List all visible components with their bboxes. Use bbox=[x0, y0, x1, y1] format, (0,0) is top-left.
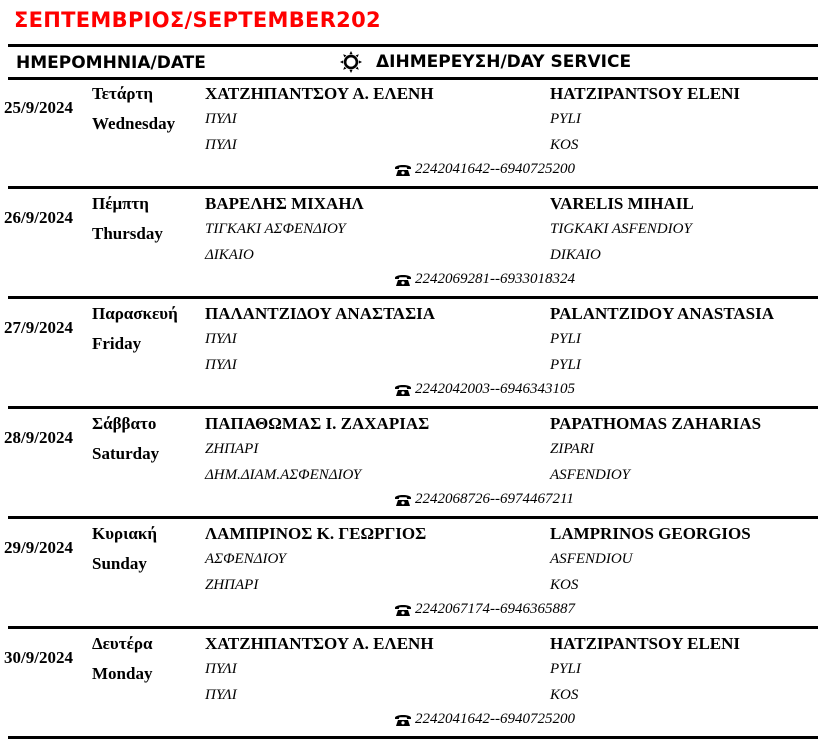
telephone-icon bbox=[394, 603, 412, 617]
phone-line bbox=[394, 381, 575, 398]
pharmacist-name-english: HATZIPANTSOY ELENI bbox=[550, 84, 741, 103]
phone-numbers: 2242069281--6933018324 bbox=[415, 271, 575, 287]
location-line2-english: DIKAIO bbox=[550, 247, 601, 263]
entry-separator bbox=[8, 736, 818, 739]
pharmacist-name-english: LAMPRINOS GEORGIOS bbox=[550, 524, 751, 543]
location-line2-english: KOS bbox=[550, 687, 579, 703]
service-column-text: ΔΙΗΜΕΡΕΥΣΗ/DAY SERVICE bbox=[376, 52, 632, 72]
pharmacist-name-greek: ΛΑΜΠΡΙΝΟΣ Κ. ΓΕΩΡΓΙΟΣ bbox=[205, 524, 427, 543]
location-line1-greek: ΠΥΛΙ bbox=[205, 661, 237, 677]
location-line1-english: TIGKAKI ASFENDIOY bbox=[550, 221, 692, 237]
entry-separator bbox=[8, 626, 818, 629]
entry-separator bbox=[8, 516, 818, 519]
location-line2-english: KOS bbox=[550, 137, 579, 153]
pharmacist-name-greek: ΒΑΡΕΛΗΣ ΜΙΧΑΗΛ bbox=[205, 194, 364, 213]
location-line1-english: PYLI bbox=[550, 661, 581, 677]
phone-numbers: 2242068726--6974467211 bbox=[415, 491, 574, 507]
location-line2-greek: ΔΗΜ.ΔΙΑΜ.ΑΣΦΕΝΔΙΟΥ bbox=[205, 467, 362, 483]
phone-line bbox=[394, 711, 575, 728]
location-line1-english: PYLI bbox=[550, 111, 581, 127]
entry-day-english: Monday bbox=[92, 664, 153, 683]
entry-day-greek: Τετάρτη bbox=[92, 84, 153, 103]
telephone-icon bbox=[394, 713, 412, 727]
location-line1-greek: ΤΙΓΚΑΚΙ ΑΣΦΕΝΔΙΟΥ bbox=[205, 221, 346, 237]
phone-numbers: 2242041642--6940725200 bbox=[415, 161, 575, 177]
location-line1-english: ASFENDIOU bbox=[550, 551, 633, 567]
location-line2-greek: ΠΥΛΙ bbox=[205, 137, 237, 153]
service-column-label bbox=[340, 51, 631, 73]
entry-day-greek: Παρασκευή bbox=[92, 304, 178, 323]
header-bottom-rule bbox=[8, 77, 818, 80]
pharmacist-name-english: PAPATHOMAS ZAHARIAS bbox=[550, 414, 762, 433]
entry-day-english: Wednesday bbox=[92, 114, 176, 133]
pharmacist-name-english: PALANTZIDOY ANASTASIA bbox=[550, 304, 775, 323]
location-line2-english: ASFENDIOY bbox=[550, 467, 630, 483]
entry-separator bbox=[8, 186, 818, 189]
page-title: ΣΕΠΤΕΜΒΡΙΟΣ/SEPTEMBER202 bbox=[14, 8, 381, 32]
duty-entry bbox=[0, 521, 826, 631]
phone-line bbox=[394, 271, 575, 288]
entry-date: 26/9/2024 bbox=[4, 208, 73, 227]
location-line1-greek: ΠΥΛΙ bbox=[205, 331, 237, 347]
location-line1-greek: ΠΥΛΙ bbox=[205, 111, 237, 127]
phone-line bbox=[394, 161, 575, 178]
location-line2-greek: ΖΗΠΑΡΙ bbox=[205, 577, 259, 593]
entry-day-greek: Πέμπτη bbox=[92, 194, 149, 213]
pharmacist-name-greek: ΠΑΛΑΝΤΖΙΔΟΥ ΑΝΑΣΤΑΣΙΑ bbox=[205, 304, 436, 323]
entry-day-english: Thursday bbox=[92, 224, 163, 243]
telephone-icon bbox=[394, 163, 412, 177]
phone-numbers: 2242042003--6946343105 bbox=[415, 381, 575, 397]
telephone-icon bbox=[394, 273, 412, 287]
entry-day-greek: Κυριακή bbox=[92, 524, 157, 543]
pharmacist-name-english: VARELIS MIHAIL bbox=[550, 194, 694, 213]
location-line2-greek: ΠΥΛΙ bbox=[205, 357, 237, 373]
pharmacist-name-greek: ΧΑΤΖΗΠΑΝΤΣΟΥ Α. ΕΛΕΝΗ bbox=[205, 634, 434, 653]
duty-entry bbox=[0, 631, 826, 741]
phone-line bbox=[394, 491, 574, 508]
pharmacist-name-greek: ΧΑΤΖΗΠΑΝΤΣΟΥ Α. ΕΛΕΝΗ bbox=[205, 84, 434, 103]
entry-day-english: Friday bbox=[92, 334, 142, 353]
phone-line bbox=[394, 601, 575, 618]
entry-date: 28/9/2024 bbox=[4, 428, 73, 447]
duty-entry bbox=[0, 191, 826, 301]
pharmacist-name-greek: ΠΑΠΑΘΩΜΑΣ Ι. ΖΑΧΑΡΙΑΣ bbox=[205, 414, 430, 433]
pharmacist-name-english: HATZIPANTSOY ELENI bbox=[550, 634, 741, 653]
location-line1-greek: ΖΗΠΑΡΙ bbox=[205, 441, 259, 457]
entry-day-greek: Σάββατο bbox=[92, 414, 157, 433]
phone-numbers: 2242067174--6946365887 bbox=[415, 601, 575, 617]
entry-day-english: Saturday bbox=[92, 444, 160, 463]
entry-date: 25/9/2024 bbox=[4, 98, 73, 117]
location-line2-greek: ΔΙΚΑΙΟ bbox=[205, 247, 254, 263]
entry-date: 30/9/2024 bbox=[4, 648, 73, 667]
table-header bbox=[8, 47, 818, 77]
entry-date: 29/9/2024 bbox=[4, 538, 73, 557]
sun-icon bbox=[340, 51, 362, 73]
telephone-icon bbox=[394, 493, 412, 507]
entry-separator bbox=[8, 296, 818, 299]
location-line1-english: ZIPARI bbox=[550, 441, 594, 457]
entry-day-english: Sunday bbox=[92, 554, 147, 573]
location-line1-greek: ΑΣΦΕΝΔΙΟΥ bbox=[205, 551, 287, 567]
duty-entry bbox=[0, 301, 826, 411]
phone-numbers: 2242041642--6940725200 bbox=[415, 711, 575, 727]
location-line2-english: PYLI bbox=[550, 357, 581, 373]
entry-day-greek: Δευτέρα bbox=[92, 634, 153, 653]
location-line2-greek: ΠΥΛΙ bbox=[205, 687, 237, 703]
location-line2-english: KOS bbox=[550, 577, 579, 593]
duty-entry bbox=[0, 81, 826, 191]
date-column-label: ΗΜΕΡΟΜΗΝΙΑ/DATE bbox=[16, 53, 206, 73]
telephone-icon bbox=[394, 383, 412, 397]
entry-date: 27/9/2024 bbox=[4, 318, 73, 337]
location-line1-english: PYLI bbox=[550, 331, 581, 347]
entry-separator bbox=[8, 406, 818, 409]
duty-entry bbox=[0, 411, 826, 521]
